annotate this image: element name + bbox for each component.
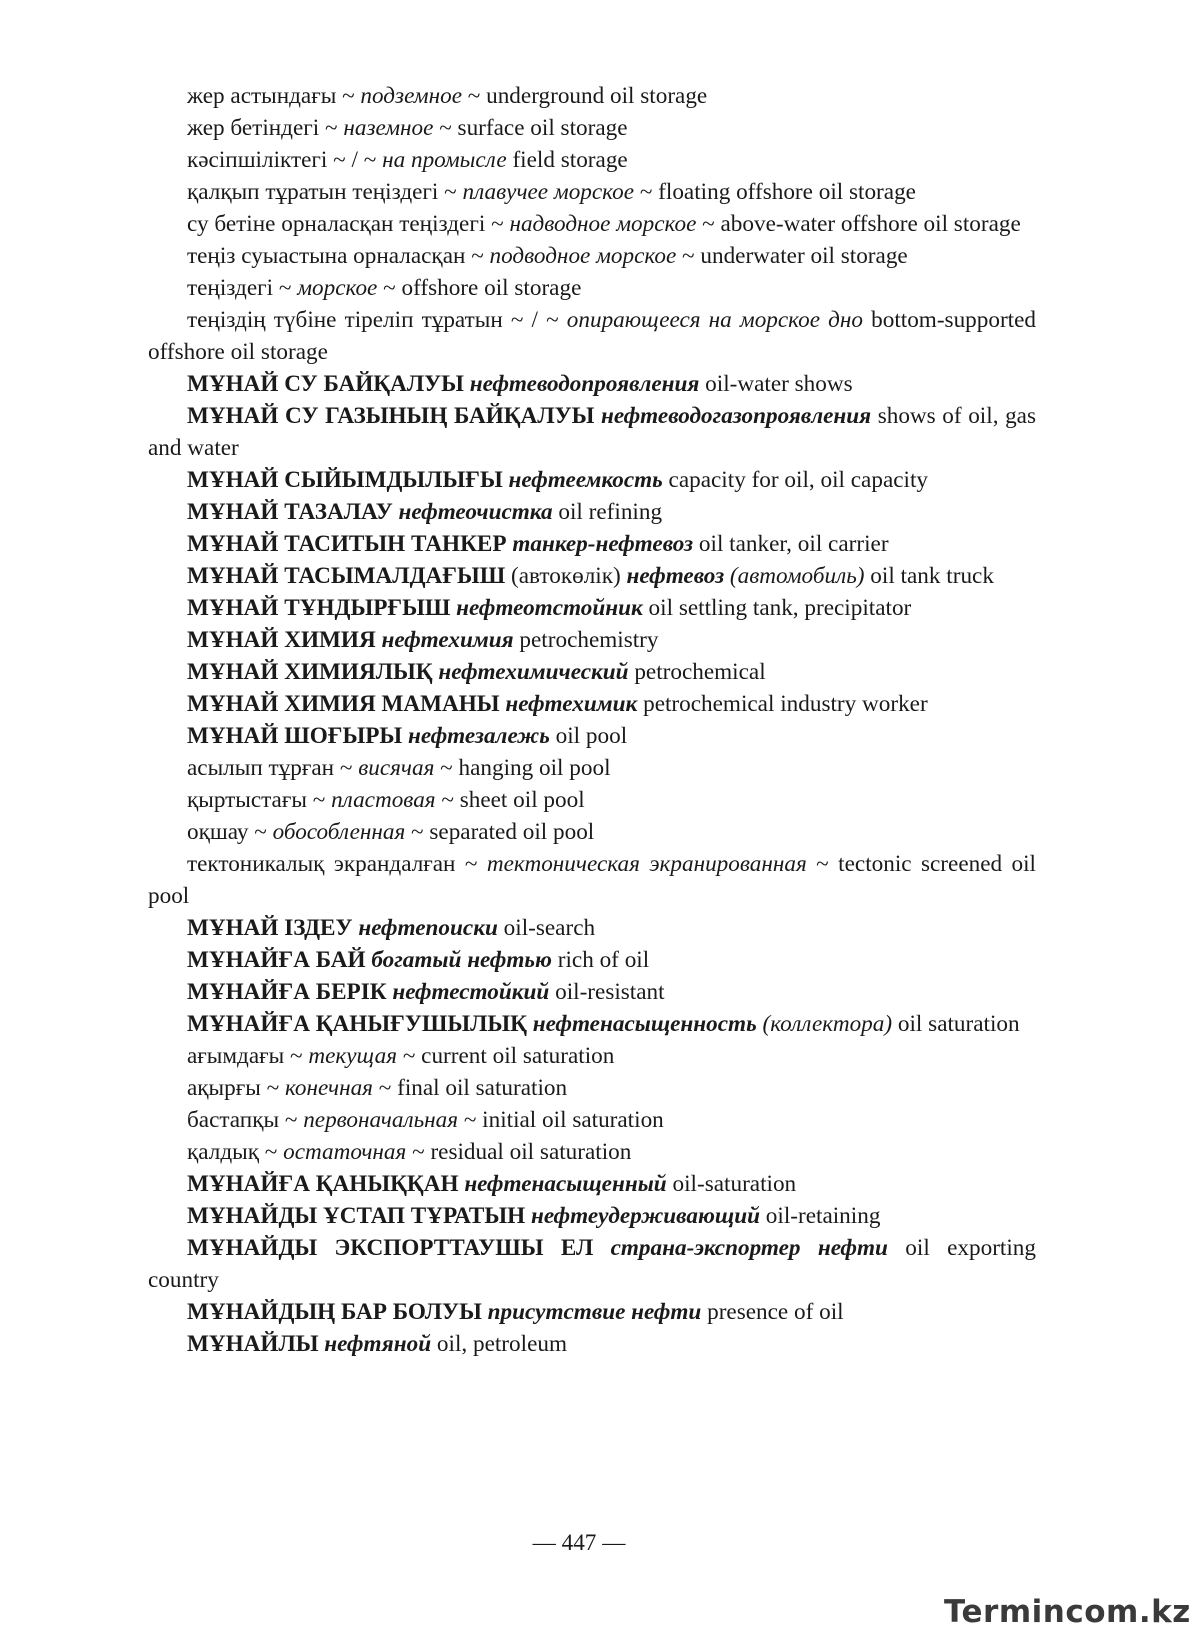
entry-text: ~ residual oil saturation <box>406 1139 632 1165</box>
entry-text: ақырғы ~ <box>187 1075 285 1101</box>
headword: МҰНАЙЛЫ <box>187 1331 325 1357</box>
dictionary-entry <box>148 624 1036 656</box>
russian-term-bold: нефтеотстойник <box>456 595 643 621</box>
russian-term-bold: нефтехимия <box>381 627 514 653</box>
dictionary-entry <box>148 1328 1036 1360</box>
entry-text: rich of oil <box>551 947 650 973</box>
entry-text: oil settling tank, precipitator <box>642 595 912 621</box>
russian-term: (автомобиль) <box>724 563 865 589</box>
entry-text: ~ current oil saturation <box>397 1043 615 1069</box>
dictionary-entry <box>148 656 1036 688</box>
dictionary-entry <box>148 496 1036 528</box>
headword: МҰНАЙ ТАСИТЫН ТАНКЕР <box>187 531 513 557</box>
dictionary-entry <box>148 1008 1036 1040</box>
dictionary-entries <box>148 80 1036 1360</box>
entry-text: ~ underwater oil storage <box>676 243 908 269</box>
russian-term: на промысле <box>382 147 507 173</box>
russian-term-bold: нефтеводогазопроявления <box>600 403 872 429</box>
russian-term-bold: нефтеудерживающий <box>530 1203 760 1229</box>
entry-text: кәсіпшіліктегі ~ / ~ <box>187 147 383 173</box>
headword: МҰНАЙҒА ҚАНЫҒУШЫЛЫҚ <box>187 1011 533 1037</box>
dictionary-entry <box>148 1232 1036 1296</box>
entry-text: тектоникалық экрандалған ~ <box>187 851 487 877</box>
dictionary-entry <box>148 1072 1036 1104</box>
russian-term-bold: богатый нефтью <box>371 947 552 973</box>
headword: МҰНАЙ ТАСЫМАЛДАҒЫШ <box>187 563 506 589</box>
russian-term: опирающееся на морское дно <box>566 307 863 333</box>
russian-term-bold: нефтехимический <box>438 659 629 685</box>
dictionary-entry <box>148 1040 1036 1072</box>
headword: МҰНАЙДЫ ҰСТАП ТҰРАТЫН <box>187 1203 531 1229</box>
russian-term: обособленная <box>272 819 406 845</box>
russian-term: текущая <box>308 1043 398 1069</box>
dictionary-entry <box>148 272 1036 304</box>
headword: МҰНАЙҒА БЕРІК <box>187 979 393 1005</box>
entry-text: ~ above-water offshore oil storage <box>696 211 1021 237</box>
russian-term: подводное морское <box>489 243 677 269</box>
russian-term-bold: нефтестойкий <box>392 979 550 1005</box>
dictionary-entry <box>148 752 1036 784</box>
entry-text: field storage <box>506 147 628 173</box>
russian-term: висячая <box>358 755 435 781</box>
entry-text: теңіз суыастына орналасқан ~ <box>187 243 490 269</box>
russian-term-bold: присутствие нефти <box>487 1299 702 1325</box>
russian-term-bold: нефтехимик <box>505 691 638 717</box>
headword: МҰНАЙҒА БАЙ <box>187 947 372 973</box>
entry-text: ~ surface oil storage <box>433 115 628 141</box>
headword: МҰНАЙ ШОҒЫРЫ <box>187 723 408 749</box>
russian-term: морское <box>297 275 378 301</box>
entry-text: oil, petroleum <box>431 1331 567 1357</box>
entry-text: oil tanker, oil carrier <box>693 531 889 557</box>
entry-text: теңіздің түбіне тіреліп тұратын ~ / ~ <box>187 307 567 333</box>
entry-text: қалдық ~ <box>187 1139 284 1165</box>
dictionary-entry <box>148 528 1036 560</box>
dictionary-entry <box>148 1200 1036 1232</box>
dictionary-entry <box>148 240 1036 272</box>
entry-text: ~ hanging oil pool <box>434 755 611 781</box>
entry-text: (автокөлік) <box>505 563 627 589</box>
russian-term: подземное <box>360 83 462 109</box>
dictionary-entry <box>148 144 1036 176</box>
entry-text: petrochemical <box>628 659 766 685</box>
russian-term-bold: танкер-нефтевоз <box>512 531 694 557</box>
dictionary-entry <box>148 784 1036 816</box>
headword: МҰНАЙ ІЗДЕУ <box>187 915 359 941</box>
dictionary-entry <box>148 976 1036 1008</box>
entry-text: oil-resistant <box>549 979 665 1005</box>
headword: МҰНАЙ ХИМИЯ МАМАНЫ <box>187 691 506 717</box>
entry-text: ~ floating offshore oil storage <box>634 179 916 205</box>
headword: МҰНАЙ ТҰНДЫРҒЫШ <box>187 595 457 621</box>
entry-text: ~ tectonic screened oil pool <box>148 851 1036 909</box>
entry-text: оқшау ~ <box>187 819 273 845</box>
dictionary-entry <box>148 1168 1036 1200</box>
entry-text: қалқып тұратын теңіздегі ~ <box>187 179 463 205</box>
entry-text: ~ underground oil storage <box>461 83 708 109</box>
entry-text: oil tank truck <box>864 563 994 589</box>
dictionary-entry <box>148 1136 1036 1168</box>
russian-term-bold: нефтеводопроявления <box>469 371 700 397</box>
headword: МҰНАЙ ТАЗАЛАУ <box>187 499 399 525</box>
entry-text: бастапқы ~ <box>187 1107 304 1133</box>
russian-term-bold: нефтенасыщенность <box>532 1011 757 1037</box>
russian-term: пластовая <box>331 787 436 813</box>
dictionary-entry <box>148 816 1036 848</box>
dictionary-entry <box>148 368 1036 400</box>
russian-term: остаточная <box>283 1139 407 1165</box>
entry-text: petrochemistry <box>513 627 659 653</box>
entry-text: теңіздегі ~ <box>187 275 298 301</box>
entry-text: су бетіне орналасқан теңіздегі ~ <box>187 211 510 237</box>
russian-term: конечная <box>284 1075 373 1101</box>
dictionary-entry <box>148 848 1036 912</box>
entry-text: presence of oil <box>701 1299 844 1325</box>
russian-term: (коллектора) <box>756 1011 893 1037</box>
russian-term-bold: нефтепоиски <box>358 915 498 941</box>
russian-term-bold: нефтенасыщенный <box>464 1171 667 1197</box>
headword: МҰНАЙ СЫЙЫМДЫЛЫҒЫ <box>187 467 509 493</box>
russian-term-bold: нефтезалежь <box>408 723 550 749</box>
entry-text: ~ separated oil pool <box>405 819 595 845</box>
dictionary-entry <box>148 80 1036 112</box>
dictionary-entry <box>148 1296 1036 1328</box>
headword: МҰНАЙДЫҢ БАР БОЛУЫ <box>187 1299 488 1325</box>
dictionary-entry <box>148 400 1036 464</box>
dictionary-entry <box>148 592 1036 624</box>
headword: МҰНАЙ ХИМИЯЛЫҚ <box>187 659 439 685</box>
entry-text: ағымдағы ~ <box>187 1043 309 1069</box>
russian-term: тектоническая экранированная <box>486 851 807 877</box>
dictionary-entry <box>148 720 1036 752</box>
russian-term-bold: страна-экспортер нефти <box>610 1235 888 1261</box>
entry-text: oil-search <box>497 915 596 941</box>
dictionary-entry <box>148 688 1036 720</box>
headword: МҰНАЙ СУ ГАЗЫНЫҢ БАЙҚАЛУЫ <box>187 403 601 429</box>
russian-term-bold: нефтеочистка <box>398 499 553 525</box>
russian-term: наземное <box>343 115 434 141</box>
entry-text: oil exporting country <box>148 1235 1036 1293</box>
russian-term-bold: нефтяной <box>324 1331 432 1357</box>
dictionary-entry <box>148 176 1036 208</box>
entry-text: bottom-supported offshore oil storage <box>148 307 1037 365</box>
russian-term: плавучее морское <box>462 179 635 205</box>
headword: МҰНАЙДЫ ЭКСПОРТТАУШЫ ЕЛ <box>187 1235 611 1261</box>
russian-term-bold: нефтевоз <box>626 563 725 589</box>
dictionary-entry <box>148 112 1036 144</box>
dictionary-entry <box>148 208 1036 240</box>
entry-text: ~ sheet oil pool <box>435 787 585 813</box>
entry-text: petrochemical industry worker <box>637 691 928 717</box>
entry-text: oil-retaining <box>760 1203 881 1229</box>
entry-text: қыртыстағы ~ <box>187 787 332 813</box>
dictionary-entry <box>148 944 1036 976</box>
russian-term-bold: нефтеемкость <box>508 467 663 493</box>
dictionary-entry <box>148 464 1036 496</box>
entry-text: жер астындағы ~ <box>187 83 361 109</box>
entry-text: oil refining <box>552 499 663 525</box>
entry-text: ~ final oil saturation <box>372 1075 568 1101</box>
headword: МҰНАЙ ХИМИЯ <box>187 627 382 653</box>
entry-text: capacity for oil, oil capacity <box>662 467 929 493</box>
russian-term: надводное морское <box>509 211 697 237</box>
entry-text: жер бетіндегі ~ <box>187 115 344 141</box>
entry-text: oil-saturation <box>666 1171 797 1197</box>
entry-text: ~ initial oil saturation <box>458 1107 664 1133</box>
russian-term: первоначальная <box>303 1107 459 1133</box>
entry-text: асылып тұрған ~ <box>187 755 359 781</box>
entry-text: oil pool <box>549 723 628 749</box>
headword: МҰНАЙ СУ БАЙҚАЛУЫ <box>187 371 470 397</box>
dictionary-entry <box>148 560 1036 592</box>
entry-text: oil-water shows <box>699 371 853 397</box>
dictionary-entry <box>148 912 1036 944</box>
entry-text: oil saturation <box>892 1011 1020 1037</box>
entry-text: shows of oil, gas and water <box>148 403 1036 461</box>
dictionary-entry <box>148 304 1036 368</box>
entry-text: ~ offshore oil storage <box>377 275 582 301</box>
dictionary-entry <box>148 1104 1036 1136</box>
page-number: — 447 — <box>532 1530 626 1556</box>
site-logo: Termincom.kz <box>944 1594 1191 1630</box>
headword: МҰНАЙҒА ҚАНЫҚҚАН <box>187 1171 465 1197</box>
